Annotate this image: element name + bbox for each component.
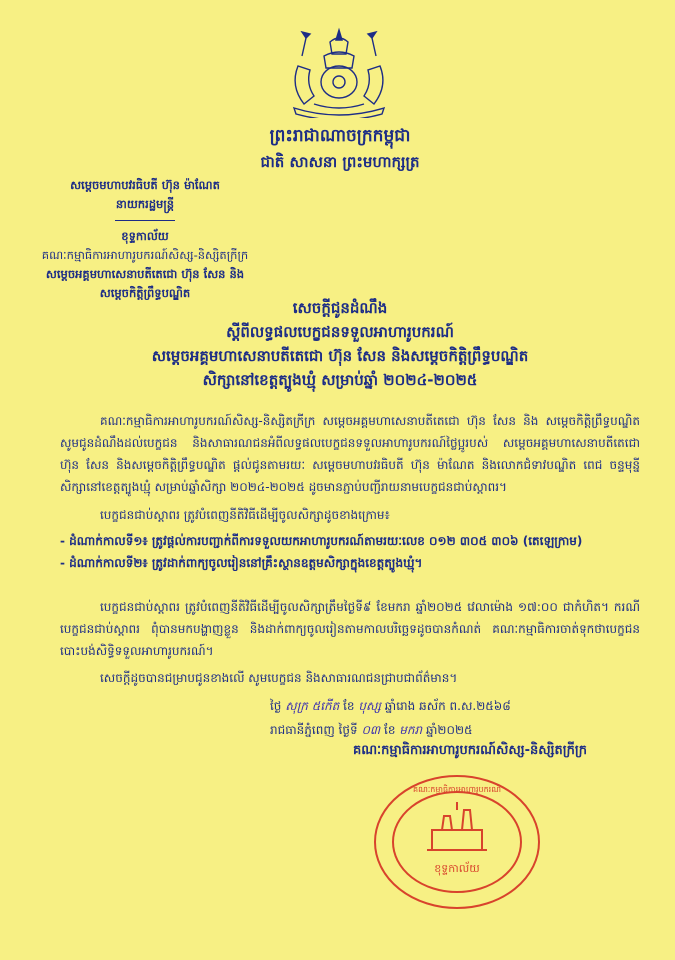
issuer-line-4: គណៈកម្មាធិការអាហារូបករណ៍សិស្ស-និស្សិតក្រីក្រ (41, 248, 249, 262)
procedure-step-2: - ដំណាក់កាលទី២៖ ត្រូវដាក់ពាក្យចូលរៀននៅគ្រឹះស្ថានឧត្តមសិក្សាក្នុងខេត្តត្បូងឃ្មុំ។ (60, 556, 423, 570)
notice-title-line-2: ស្តីពីលទ្ធផលបេក្ខជនទទួលអាហារូបករណ៍ (226, 323, 454, 341)
notice-title-line-4: សិក្សានៅខេត្តត្បូងឃ្មុំ សម្រាប់ឆ្នាំ ២០២៤-២០២៥ (202, 371, 478, 389)
solar-date-day: ០៣ (361, 723, 381, 737)
body-paragraph-2: បេក្ខជនជាប់ស្ដាពរ ត្រូវបំពេញនីតិវិធីដើម្បីចូលសិក្សាដូចខាងក្រោម៖ (100, 508, 390, 522)
seal-center-text: ខុទ្ទកាល័យ (434, 862, 480, 875)
lunar-date-line (270, 695, 650, 717)
issuer-line-3: ខុទ្ទកាល័យ (121, 229, 169, 243)
solar-date-line (270, 719, 650, 741)
kingdom-heading: ព្រះរាជាណាចក្រកម្ពុជា (269, 126, 411, 146)
lunar-date-day: សុក្រ ៥កើត (285, 699, 340, 713)
lunar-month: បុស្ស (358, 699, 381, 713)
notice-title-line-1: សេចក្តីជូនដំណឹង (292, 299, 388, 317)
issuer-block (20, 176, 270, 303)
issuer-line-1: សម្តេចមហាបវរធិបតី ហ៊ុន ម៉ាណែត (70, 178, 220, 192)
issuer-divider (115, 216, 175, 221)
lunar-month-prefix: ខែ (343, 699, 355, 713)
issuer-line-2: នាយករដ្ឋមន្ត្រី (115, 197, 175, 211)
solar-month: មករា (399, 723, 423, 737)
notice-title-line-3: សម្តេចអគ្គមហាសេនាបតីតេជោ ហ៊ុន សែន និងសម្តេចកិត្តិព្រឹទ្ធបណ្ឌិត (151, 347, 529, 365)
body-paragraph-1: គណៈកម្មាធិការអាហារូបករណ៍សិស្ស-និស្សិតក្រីក្រ សម្តេចអគ្គមហាសេនាបតីតេជោ ហ៊ុន សែន និង សម្តេចកិត្តិព្រឹទ្ធបណ្ឌិត សូមជូនដំណឹងដល់បេក្ខជន និងសាធារណជនអំពីលទ្ធផលបេក្ខជនទទួលអាហារូបករណ៍ថ្លៃប្អូរបស់ សម្តេចអគ្គមហាសេនាបតីតេជោ ហ៊ុន សែន និងសម្តេចកិត្តិព្រឹទ្ធបណ្ឌិត ផ្តល់ជូនតាមរយៈ សម្តេចមហាបវរធិបតី ហ៊ុន ម៉ាណែត និងលោកជំទាវបណ្ឌិត ពេជ ចន្ទមុន្នី សិក្សានៅខេត្តត្បូងឃ្មុំ សម្រាប់ឆ្នាំសិក្សា ២០២៤-២០២៥ ដូចមានភ្ជាប់បញ្ជីរាយនាមបេក្ខជនជាប់ស្ដាពរ។ (60, 414, 640, 494)
signatory-committee: គណៈកម្មាធិការអាហារូបករណ៍សិស្ស-និស្សិតក្រីក្រ (352, 743, 587, 758)
procedure-list (60, 530, 640, 574)
body-paragraph-3: បេក្ខជនជាប់ស្ដាពរ ត្រូវបំពេញនីតិវិធីដើម្បីចូលសិក្សាត្រឹមថ្ងៃទី៩ ខែមករា ឆ្នាំ២០២៥ វេលាម៉ោង ១៧:០០ ជាកំហិត។ ករណីបេក្ខជនជាប់ស្ដាពរ ពុំបានមកបង្ហាញខ្លួន និងដាក់ពាក្យចូលរៀនតាមកាលបរិច្ឆេទដូចបានកំណត់ គណៈកម្មាធិការចាត់ទុកថាបេក្ខជនបោះបង់សិទ្ធិទទួលអាហារូបករណ៍។ (60, 600, 640, 658)
body-paragraph-4: សេចក្តីដូចបានជម្រាបជូនខាងលើ សូមបេក្ខជន និងសាធារណជនជ្រាបជាព័ត៌មាន។ (100, 671, 458, 685)
solar-month-prefix: ខែ (384, 723, 396, 737)
seal-top-text: គណៈកម្មាធិការអាហារូបករណ៍ (413, 785, 501, 794)
national-motto: ជាតិ សាសនា ព្រះមហាក្សត្រ (260, 153, 420, 171)
royal-coat-of-arms-icon (284, 26, 394, 118)
notice-title (80, 296, 600, 392)
lunar-date-prefix: ថ្ងៃ (270, 699, 282, 713)
issuer-line-6: សម្តេចកិត្តិព្រឹទ្ធបណ្ឌិត (99, 286, 191, 300)
issuer-line-5: សម្តេចអគ្គមហាសេនាបតីតេជោ ហ៊ុន សែន និង (45, 267, 245, 281)
solar-date-prefix: រាជធានីភ្នំពេញ ថ្ងៃទី (270, 723, 358, 737)
solar-year: ឆ្នាំ២០២៥ (425, 723, 473, 737)
official-seal-icon (372, 772, 542, 912)
procedure-step-1: - ដំណាក់កាលទី១៖ ត្រូវផ្តល់ការបញ្ជាក់ពីការទទួលយកអាហារូបករណ៍តាមរយៈលេខ ០១២ ៣០៥ ៣០៦ (តេឡេក្រាម) (60, 534, 583, 548)
lunar-year: ឆ្នាំរោង ឆស័ក ព.ស.២៥៦៨ (384, 699, 511, 713)
